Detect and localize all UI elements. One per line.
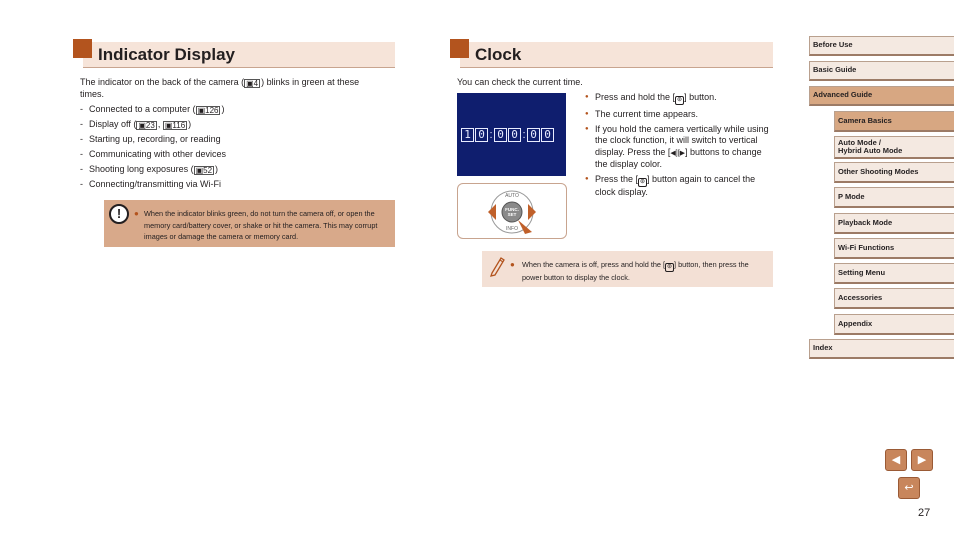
nav-setting-menu[interactable]: Setting Menu (834, 263, 954, 284)
svg-text:FUNC.: FUNC. (505, 207, 519, 212)
svg-text:SET: SET (507, 212, 517, 217)
note-box (482, 251, 773, 287)
bullet: ● (134, 209, 139, 218)
nav-basic-guide[interactable]: Basic Guide (809, 61, 954, 81)
list-item: - Display off ( ▣23 , ▣116 ) (80, 119, 192, 130)
control-dial-icon (458, 184, 566, 238)
caution-icon: ! (109, 204, 129, 224)
section-marker (450, 39, 469, 58)
nav-index[interactable]: Index (809, 339, 954, 359)
book-ref[interactable]: ▣23 (138, 121, 155, 130)
clock-digits: 1 0 : 0 0 : 0 0 (461, 128, 555, 142)
svg-text:INFO: INFO (506, 226, 518, 232)
list-item: - Connecting/transmitting via Wi-Fi (80, 179, 222, 189)
prev-page-button[interactable]: ◀ (885, 449, 907, 471)
left-right-buttons-icon: ◀][▶ (670, 149, 686, 157)
book-ref[interactable]: ▣126 (197, 106, 219, 115)
book-ref[interactable]: ▣52 (195, 166, 213, 175)
pencil-icon (488, 255, 506, 277)
return-button[interactable]: ↩ (898, 477, 920, 499)
book-ref[interactable]: ▣4 (246, 79, 259, 88)
nav-auto-mode[interactable]: Auto Mode / Hybrid Auto Mode (834, 136, 954, 159)
nav-advanced-guide[interactable]: Advanced Guide (809, 86, 954, 106)
control-dial-illustration (457, 183, 567, 239)
list-item: ● Press the [ ⊛ ] button again to cancel the clock display. (585, 174, 772, 199)
list-item: - Communicating with other devices (80, 149, 227, 159)
nav-playback-mode[interactable]: Playback Mode (834, 213, 954, 234)
nav-accessories[interactable]: Accessories (834, 288, 954, 309)
nav-wifi-functions[interactable]: Wi-Fi Functions (834, 238, 954, 259)
caution-text: When the indicator blinks green, do not turn the camera off, or open the memory card/battery cover, or shake or hit the camera. This may corrupt images or damage the camera or memory card. (144, 209, 378, 241)
svg-text:AUTO: AUTO (505, 193, 519, 199)
nav-other-shooting-modes[interactable]: Other Shooting Modes (834, 162, 954, 183)
func-set-button-icon: ⊛ (640, 179, 646, 185)
clock-intro: You can check the current time. (457, 77, 583, 87)
page-number: 27 (918, 507, 931, 519)
indicator-intro: The indicator on the back of the camera ( ▣4 ) blinks in green at these times. (80, 77, 360, 99)
caution-box (104, 200, 395, 247)
clock-steps (585, 92, 772, 202)
next-page-button[interactable]: ▶ (911, 449, 933, 471)
book-ref[interactable]: ▣116 (164, 121, 186, 130)
clock-screen-illustration (457, 93, 566, 176)
note-text: When the camera is off, press and hold the [ ⊛ ] button, then press the power button to display the clock. (522, 260, 749, 282)
section-title: Indicator Display (98, 45, 235, 64)
func-set-button-icon: ⊛ (667, 264, 673, 270)
list-item: - Connected to a computer ( ▣126 ) (80, 104, 225, 115)
list-item: - Shooting long exposures ( ▣52 ) (80, 164, 219, 175)
list-item: ● Press and hold the [ ⊛ ] button. (585, 92, 772, 105)
clock-header (460, 42, 773, 68)
section-title: Clock (475, 45, 522, 64)
func-set-button-icon: ⊛ (677, 97, 683, 103)
indicator-display-header (83, 42, 395, 68)
nav-camera-basics[interactable]: Camera Basics (834, 111, 954, 132)
book-icon: ▣ (246, 79, 254, 88)
nav-p-mode[interactable]: P Mode (834, 187, 954, 208)
indicator-list (80, 104, 226, 194)
section-marker (73, 39, 92, 58)
list-item: - Starting up, recording, or reading (80, 134, 221, 144)
list-item: ● If you hold the camera vertically while using the clock function, it will switch to vertical display. Press the [◀][▶] buttons to change the display color. (585, 124, 772, 171)
bullet: ● (510, 260, 515, 269)
nav-appendix[interactable]: Appendix (834, 314, 954, 335)
nav-before-use[interactable]: Before Use (809, 36, 954, 56)
list-item: ● The current time appears. (585, 109, 772, 121)
